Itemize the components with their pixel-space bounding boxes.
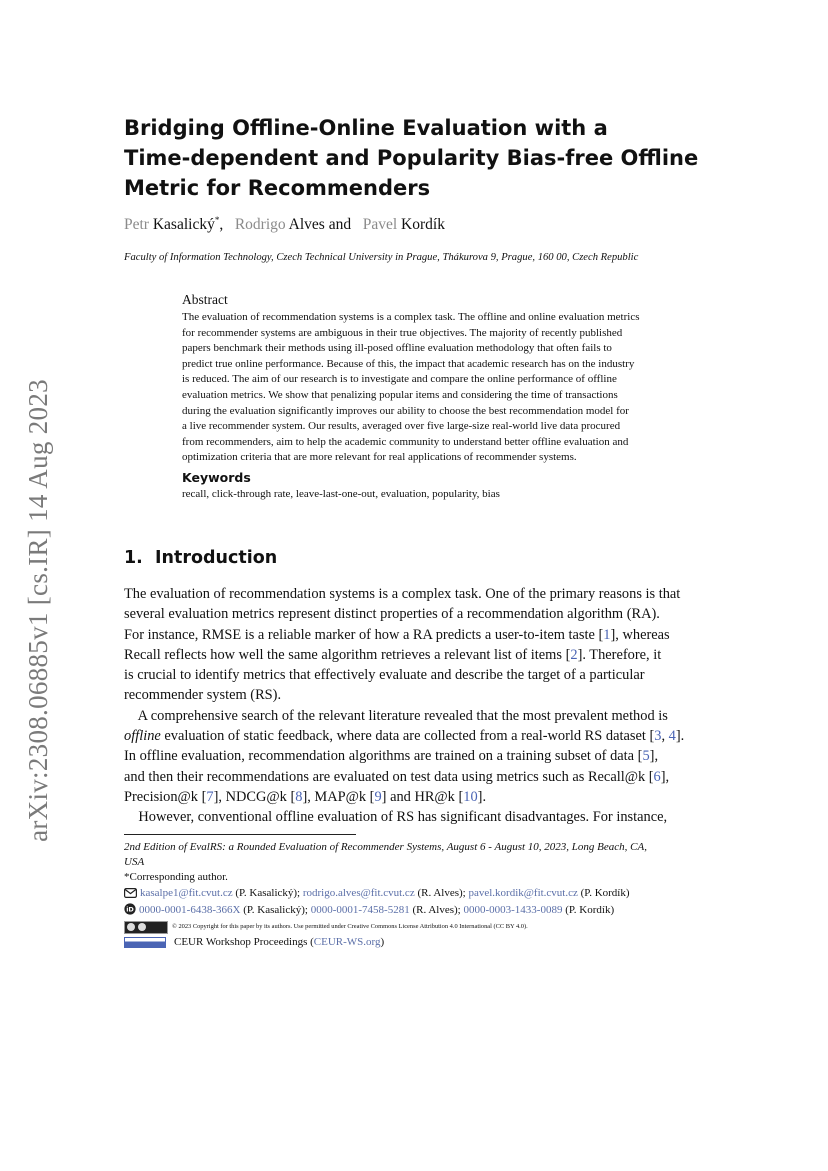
author-given-name: Petr [124,216,149,234]
body-line: A comprehensive search of the relevant literature revealed that the most prevalent method is [124,707,668,724]
conference-note: 2nd Edition of EvalRS: a Rounded Evaluation of Recommender Systems, August 6 - August 10, 2023, Long Beach, CA, [124,841,647,853]
emphasis: offline [124,728,161,745]
abstract-line: for recommender systems are ambiguous in their true objectives. The majority of recently published [182,326,623,339]
body-line: For instance, RMSE is a reliable marker of how a RA predicts a user-to-item taste [1], whereas [124,626,670,643]
ceur-line [124,934,709,951]
abstract-line: a live recommender system. Our results, averaged over five large-size real-world live data procured [182,420,621,433]
citation-link[interactable]: 8 [295,788,303,805]
author-list [124,215,445,234]
abstract-line: predict true online performance. Because of this, the impact that academic research has on the industry [182,357,635,370]
abstract-line: from recommenders, aim to help the academic community to understand better offline evaluation and [182,435,629,448]
title-line: Metric for Recommenders [124,176,431,200]
affiliation: Faculty of Information Technology, Czech Technical University in Prague, Thákurova 9, Prague, 160 00, Czech Republic [124,252,639,263]
abstract-heading: Abstract [182,292,228,307]
email-owner: (R. Alves); [414,886,469,899]
cc-by-badge [124,921,168,934]
abstract-line: is reduced. The aim of our research is to investigate and compare the online performance of offline [182,373,617,386]
keywords-heading: Keywords [182,470,251,485]
abstract-line: during the evaluation significantly improves our ability to choose the best recommendation model for [182,404,629,417]
citation-link[interactable]: 7 [206,788,214,805]
orcid-owner: (R. Alves); [409,903,464,916]
body-line: In offline evaluation, recommendation algorithms are trained on a training subset of data [5], [124,748,659,765]
ceur-text: CEUR Workshop Proceedings ( [174,936,314,949]
citation-link[interactable]: 3 [654,728,662,745]
abstract [182,292,707,466]
body-line: Precision@k [7], NDCG@k [8], MAP@k [9] and HR@k [10]. [124,788,487,805]
copyright-line [124,920,709,934]
email-link[interactable]: kasalpe1@fit.cvut.cz [140,886,233,899]
keywords [182,470,500,502]
ceur-logo [124,937,166,948]
body-line: offline evaluation of static feedback, where data are collected from a real-world RS dataset [3, 4]. [124,728,685,745]
corresponding-mark: * [214,215,220,225]
author-given-name: Rodrigo [234,216,286,234]
orcid-link[interactable]: 0000-0001-7458-5281 [310,903,410,916]
body-line: several evaluation metrics represent distinct properties of a recommendation algorithm (RA). [124,606,660,623]
citation-link[interactable]: 4 [668,728,676,745]
email-owner: (P. Kasalický); [232,886,303,899]
abstract-line: optimization criteria that are more relevant for real applications of recommender systems. [182,451,577,464]
body-line: is crucial to identify metrics that effectively evaluate and describe the target of a particular [124,667,645,684]
citation-link[interactable]: 2 [570,646,578,663]
body-line: However, conventional offline evaluation of RS has significant disadvantages. For instance, [124,809,668,826]
orcid-link[interactable]: 0000-0003-1433-0089 [463,903,563,916]
arxiv-stamp-text: arXiv:2308.06885v1 [cs.IR] 14 Aug 2023 [22,378,53,842]
email-line [124,886,709,903]
abstract-line: papers benchmark their methods using ill-posed offline evaluation methodology that often fails to [182,342,612,355]
orcid-link[interactable]: 0000-0001-6438-366X [139,903,241,916]
citation-link[interactable]: 9 [374,788,382,805]
citation-link[interactable]: 10 [463,788,478,805]
email-owner: (P. Kordík) [577,886,630,899]
title-line: Time-dependent and Popularity Bias-free Offline [124,146,699,170]
svg-text:iD: iD [126,905,134,914]
ceur-close: ) [380,936,385,949]
abstract-line: The evaluation of recommendation systems is a complex task. The offline and online evaluation metrics [182,311,640,323]
footnote-divider [124,834,356,835]
orcid-line [124,903,709,920]
author-given-name: Pavel [362,216,398,234]
corresponding-note: *Corresponding author. [124,871,228,884]
section-number: 1. [124,548,143,568]
author-family-name: Kordík [401,216,445,234]
email-link[interactable]: pavel.kordik@fit.cvut.cz [468,886,578,899]
body-line: Recall reflects how well the same algorithm retrieves a relevant list of items [2]. Therefore, it [124,646,662,663]
introduction-body [124,584,706,828]
body-line: recommender system (RS). [124,687,282,704]
copyright-text: © 2023 Copyright for this paper by its authors. Use permitted under Creative Commons License Attribution 4.0 International (CC BY 4.0). [172,923,528,931]
arxiv-identifier [18,370,58,850]
citation-link[interactable]: 6 [653,768,661,785]
orcid-owner: (P. Kasalický); [240,903,311,916]
body-line: and then their recommendations are evaluated on test data using metrics such as Recall@k [6], [124,768,670,785]
paper-title [124,113,724,203]
envelope-icon [124,887,137,903]
author-separator: , [219,216,231,234]
citation-link[interactable]: 1 [603,626,611,643]
citation-link[interactable]: 5 [642,748,650,765]
author-family-name: Alves [288,216,325,234]
footnotes [124,840,709,951]
author-family-name: Kasalický [152,216,215,234]
conference-note-cont: USA [124,856,145,869]
title-line: Bridging Offline-Online Evaluation with a [124,116,608,140]
ceur-link[interactable]: CEUR-WS.org [313,936,381,949]
email-link[interactable]: rodrigo.alves@fit.cvut.cz [302,886,415,899]
body-line: The evaluation of recommendation systems is a complex task. One of the primary reasons is that [124,586,681,602]
author-separator: and [324,216,359,234]
section-title: Introduction [155,548,278,568]
orcid-icon [124,903,136,920]
abstract-line: evaluation metrics. We show that penalizing popular items and considering the time of transactions [182,388,618,401]
section-heading [124,548,277,568]
orcid-owner: (P. Kordík) [562,903,615,916]
keywords-text: recall, click-through rate, leave-last-one-out, evaluation, popularity, bias [182,488,500,500]
